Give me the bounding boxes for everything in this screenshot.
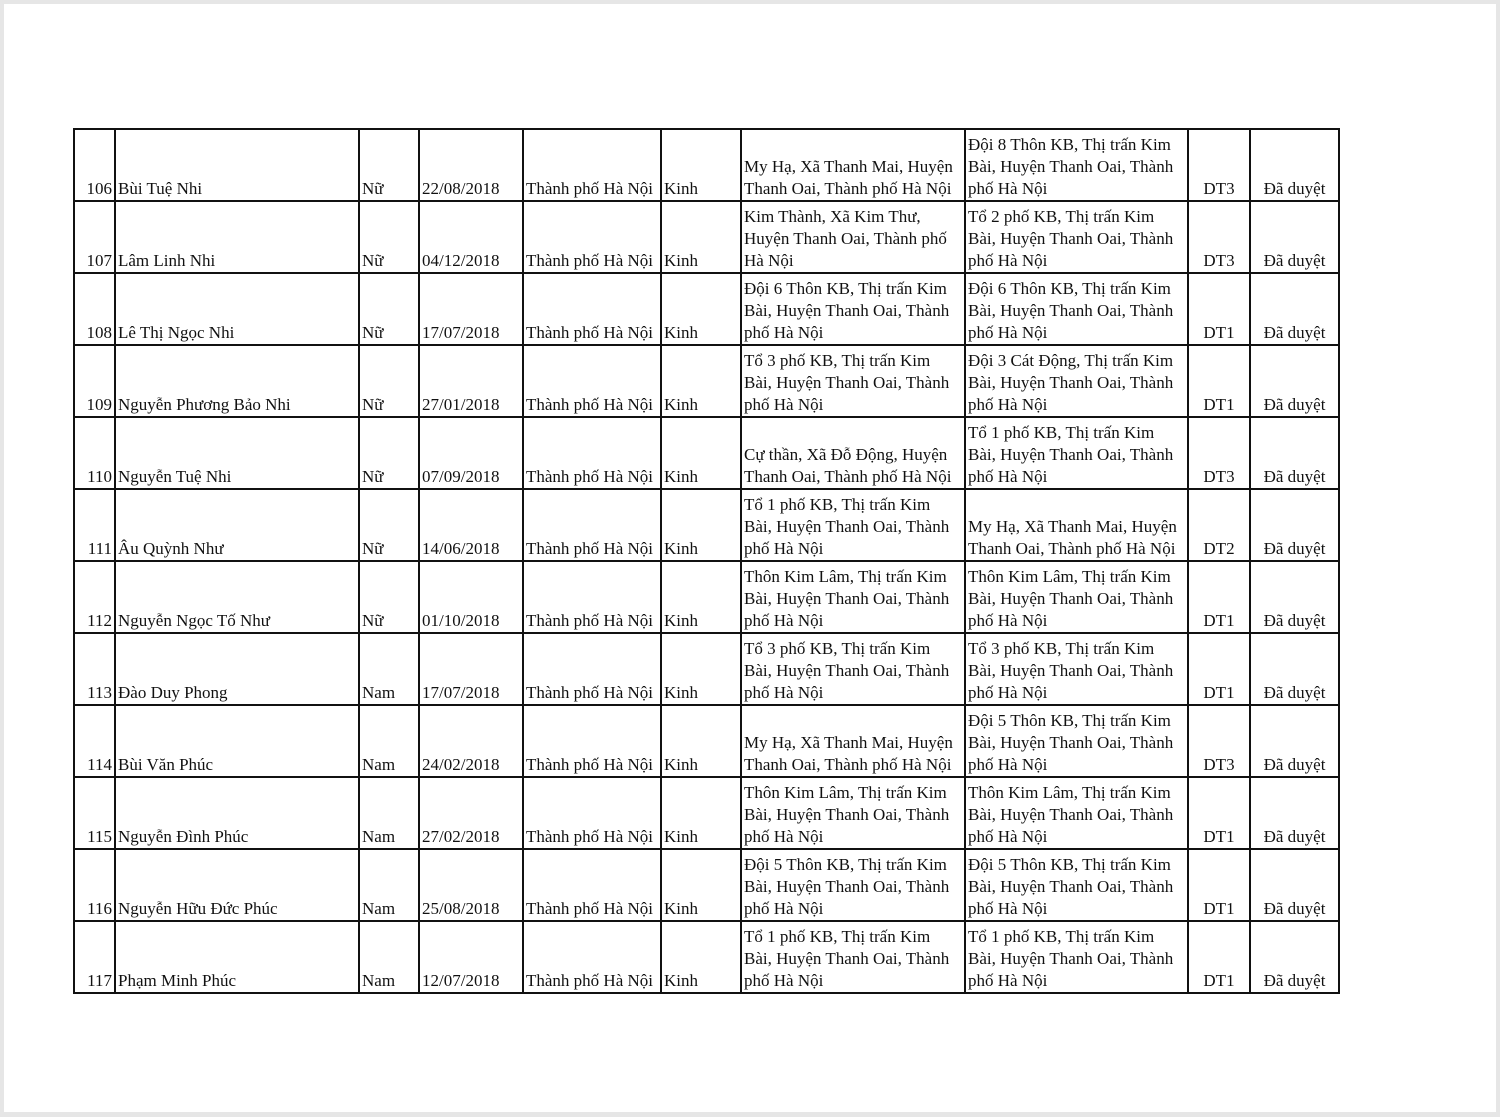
date-of-birth-cell: 14/06/2018 <box>419 489 523 561</box>
approval-status-cell: Đã duyệt <box>1250 201 1339 273</box>
birthplace-cell: Thành phố Hà Nội <box>523 345 661 417</box>
priority-type-cell: DT3 <box>1188 417 1250 489</box>
priority-type-cell: DT1 <box>1188 345 1250 417</box>
gender-cell: Nữ <box>359 273 419 345</box>
table-row <box>74 561 1339 633</box>
current-address-cell: Tổ 1 phố KB, Thị trấn Kim Bài, Huyện Thanh Oai, Thành phố Hà Nội <box>965 417 1188 489</box>
approval-status-cell: Đã duyệt <box>1250 345 1339 417</box>
permanent-address-cell: My Hạ, Xã Thanh Mai, Huyện Thanh Oai, Thành phố Hà Nội <box>741 705 965 777</box>
current-address-cell: Đội 5 Thôn KB, Thị trấn Kim Bài, Huyện Thanh Oai, Thành phố Hà Nội <box>965 849 1188 921</box>
row-number-cell: 106 <box>74 129 115 201</box>
birthplace-cell: Thành phố Hà Nội <box>523 561 661 633</box>
priority-type-cell: DT1 <box>1188 777 1250 849</box>
permanent-address-cell: Thôn Kim Lâm, Thị trấn Kim Bài, Huyện Thanh Oai, Thành phố Hà Nội <box>741 561 965 633</box>
row-number-cell: 115 <box>74 777 115 849</box>
ethnicity-cell: Kinh <box>661 273 741 345</box>
row-number-cell: 113 <box>74 633 115 705</box>
birthplace-cell: Thành phố Hà Nội <box>523 201 661 273</box>
date-of-birth-cell: 25/08/2018 <box>419 849 523 921</box>
student-name-cell: Nguyễn Phương Bảo Nhi <box>115 345 359 417</box>
priority-type-cell: DT3 <box>1188 129 1250 201</box>
permanent-address-cell: Thôn Kim Lâm, Thị trấn Kim Bài, Huyện Thanh Oai, Thành phố Hà Nội <box>741 777 965 849</box>
table-row <box>74 417 1339 489</box>
current-address-cell: My Hạ, Xã Thanh Mai, Huyện Thanh Oai, Thành phố Hà Nội <box>965 489 1188 561</box>
gender-cell: Nam <box>359 849 419 921</box>
gender-cell: Nữ <box>359 417 419 489</box>
permanent-address-cell: Tổ 3 phố KB, Thị trấn Kim Bài, Huyện Thanh Oai, Thành phố Hà Nội <box>741 633 965 705</box>
approval-status-cell: Đã duyệt <box>1250 705 1339 777</box>
ethnicity-cell: Kinh <box>661 201 741 273</box>
birthplace-cell: Thành phố Hà Nội <box>523 489 661 561</box>
priority-type-cell: DT1 <box>1188 849 1250 921</box>
birthplace-cell: Thành phố Hà Nội <box>523 417 661 489</box>
student-name-cell: Bùi Tuệ Nhi <box>115 129 359 201</box>
row-number-cell: 114 <box>74 705 115 777</box>
date-of-birth-cell: 01/10/2018 <box>419 561 523 633</box>
row-number-cell: 109 <box>74 345 115 417</box>
student-name-cell: Bùi Văn Phúc <box>115 705 359 777</box>
current-address-cell: Đội 8 Thôn KB, Thị trấn Kim Bài, Huyện Thanh Oai, Thành phố Hà Nội <box>965 129 1188 201</box>
date-of-birth-cell: 17/07/2018 <box>419 633 523 705</box>
priority-type-cell: DT1 <box>1188 561 1250 633</box>
table-row <box>74 921 1339 993</box>
approval-status-cell: Đã duyệt <box>1250 273 1339 345</box>
table-row <box>74 777 1339 849</box>
approval-status-cell: Đã duyệt <box>1250 489 1339 561</box>
birthplace-cell: Thành phố Hà Nội <box>523 777 661 849</box>
priority-type-cell: DT1 <box>1188 633 1250 705</box>
table-row <box>74 273 1339 345</box>
current-address-cell: Đội 3 Cát Động, Thị trấn Kim Bài, Huyện Thanh Oai, Thành phố Hà Nội <box>965 345 1188 417</box>
row-number-cell: 110 <box>74 417 115 489</box>
row-number-cell: 107 <box>74 201 115 273</box>
current-address-cell: Đội 6 Thôn KB, Thị trấn Kim Bài, Huyện Thanh Oai, Thành phố Hà Nội <box>965 273 1188 345</box>
ethnicity-cell: Kinh <box>661 561 741 633</box>
priority-type-cell: DT1 <box>1188 273 1250 345</box>
current-address-cell: Đội 5 Thôn KB, Thị trấn Kim Bài, Huyện Thanh Oai, Thành phố Hà Nội <box>965 705 1188 777</box>
ethnicity-cell: Kinh <box>661 705 741 777</box>
student-name-cell: Lê Thị Ngọc Nhi <box>115 273 359 345</box>
row-number-cell: 108 <box>74 273 115 345</box>
approval-status-cell: Đã duyệt <box>1250 417 1339 489</box>
date-of-birth-cell: 22/08/2018 <box>419 129 523 201</box>
date-of-birth-cell: 12/07/2018 <box>419 921 523 993</box>
gender-cell: Nữ <box>359 129 419 201</box>
current-address-cell: Thôn Kim Lâm, Thị trấn Kim Bài, Huyện Thanh Oai, Thành phố Hà Nội <box>965 777 1188 849</box>
row-number-cell: 116 <box>74 849 115 921</box>
permanent-address-cell: My Hạ, Xã Thanh Mai, Huyện Thanh Oai, Thành phố Hà Nội <box>741 129 965 201</box>
table-row <box>74 129 1339 201</box>
student-name-cell: Nguyễn Ngọc Tố Như <box>115 561 359 633</box>
permanent-address-cell: Tổ 3 phố KB, Thị trấn Kim Bài, Huyện Thanh Oai, Thành phố Hà Nội <box>741 345 965 417</box>
ethnicity-cell: Kinh <box>661 417 741 489</box>
date-of-birth-cell: 07/09/2018 <box>419 417 523 489</box>
approval-status-cell: Đã duyệt <box>1250 777 1339 849</box>
birthplace-cell: Thành phố Hà Nội <box>523 129 661 201</box>
approval-status-cell: Đã duyệt <box>1250 561 1339 633</box>
current-address-cell: Tổ 1 phố KB, Thị trấn Kim Bài, Huyện Thanh Oai, Thành phố Hà Nội <box>965 921 1188 993</box>
current-address-cell: Tổ 3 phố KB, Thị trấn Kim Bài, Huyện Thanh Oai, Thành phố Hà Nội <box>965 633 1188 705</box>
document-page <box>4 4 1496 1112</box>
gender-cell: Nam <box>359 705 419 777</box>
gender-cell: Nam <box>359 921 419 993</box>
permanent-address-cell: Tổ 1 phố KB, Thị trấn Kim Bài, Huyện Thanh Oai, Thành phố Hà Nội <box>741 489 965 561</box>
priority-type-cell: DT1 <box>1188 921 1250 993</box>
ethnicity-cell: Kinh <box>661 345 741 417</box>
birthplace-cell: Thành phố Hà Nội <box>523 849 661 921</box>
table-row <box>74 849 1339 921</box>
permanent-address-cell: Đội 5 Thôn KB, Thị trấn Kim Bài, Huyện Thanh Oai, Thành phố Hà Nội <box>741 849 965 921</box>
table-row <box>74 345 1339 417</box>
date-of-birth-cell: 27/02/2018 <box>419 777 523 849</box>
birthplace-cell: Thành phố Hà Nội <box>523 921 661 993</box>
student-name-cell: Nguyễn Tuệ Nhi <box>115 417 359 489</box>
ethnicity-cell: Kinh <box>661 633 741 705</box>
gender-cell: Nữ <box>359 201 419 273</box>
table-row <box>74 633 1339 705</box>
approval-status-cell: Đã duyệt <box>1250 921 1339 993</box>
approval-status-cell: Đã duyệt <box>1250 633 1339 705</box>
priority-type-cell: DT3 <box>1188 201 1250 273</box>
birthplace-cell: Thành phố Hà Nội <box>523 273 661 345</box>
roster-body <box>74 129 1339 993</box>
ethnicity-cell: Kinh <box>661 921 741 993</box>
student-name-cell: Đào Duy Phong <box>115 633 359 705</box>
priority-type-cell: DT2 <box>1188 489 1250 561</box>
gender-cell: Nữ <box>359 489 419 561</box>
permanent-address-cell: Cự thần, Xã Đỗ Động, Huyện Thanh Oai, Thành phố Hà Nội <box>741 417 965 489</box>
student-name-cell: Nguyễn Hữu Đức Phúc <box>115 849 359 921</box>
student-name-cell: Nguyễn Đình Phúc <box>115 777 359 849</box>
row-number-cell: 111 <box>74 489 115 561</box>
birthplace-cell: Thành phố Hà Nội <box>523 633 661 705</box>
birthplace-cell: Thành phố Hà Nội <box>523 705 661 777</box>
permanent-address-cell: Đội 6 Thôn KB, Thị trấn Kim Bài, Huyện Thanh Oai, Thành phố Hà Nội <box>741 273 965 345</box>
permanent-address-cell: Kim Thành, Xã Kim Thư, Huyện Thanh Oai, Thành phố Hà Nội <box>741 201 965 273</box>
approval-status-cell: Đã duyệt <box>1250 849 1339 921</box>
gender-cell: Nữ <box>359 561 419 633</box>
priority-type-cell: DT3 <box>1188 705 1250 777</box>
ethnicity-cell: Kinh <box>661 489 741 561</box>
approval-status-cell: Đã duyệt <box>1250 129 1339 201</box>
ethnicity-cell: Kinh <box>661 849 741 921</box>
table-row <box>74 489 1339 561</box>
current-address-cell: Thôn Kim Lâm, Thị trấn Kim Bài, Huyện Thanh Oai, Thành phố Hà Nội <box>965 561 1188 633</box>
row-number-cell: 112 <box>74 561 115 633</box>
ethnicity-cell: Kinh <box>661 777 741 849</box>
table-row <box>74 705 1339 777</box>
student-name-cell: Lâm Linh Nhi <box>115 201 359 273</box>
date-of-birth-cell: 04/12/2018 <box>419 201 523 273</box>
date-of-birth-cell: 27/01/2018 <box>419 345 523 417</box>
date-of-birth-cell: 24/02/2018 <box>419 705 523 777</box>
row-number-cell: 117 <box>74 921 115 993</box>
ethnicity-cell: Kinh <box>661 129 741 201</box>
student-name-cell: Âu Quỳnh Như <box>115 489 359 561</box>
gender-cell: Nữ <box>359 345 419 417</box>
current-address-cell: Tổ 2 phố KB, Thị trấn Kim Bài, Huyện Thanh Oai, Thành phố Hà Nội <box>965 201 1188 273</box>
gender-cell: Nam <box>359 633 419 705</box>
student-roster-table <box>73 128 1340 994</box>
permanent-address-cell: Tổ 1 phố KB, Thị trấn Kim Bài, Huyện Thanh Oai, Thành phố Hà Nội <box>741 921 965 993</box>
table-row <box>74 201 1339 273</box>
date-of-birth-cell: 17/07/2018 <box>419 273 523 345</box>
student-name-cell: Phạm Minh Phúc <box>115 921 359 993</box>
gender-cell: Nam <box>359 777 419 849</box>
